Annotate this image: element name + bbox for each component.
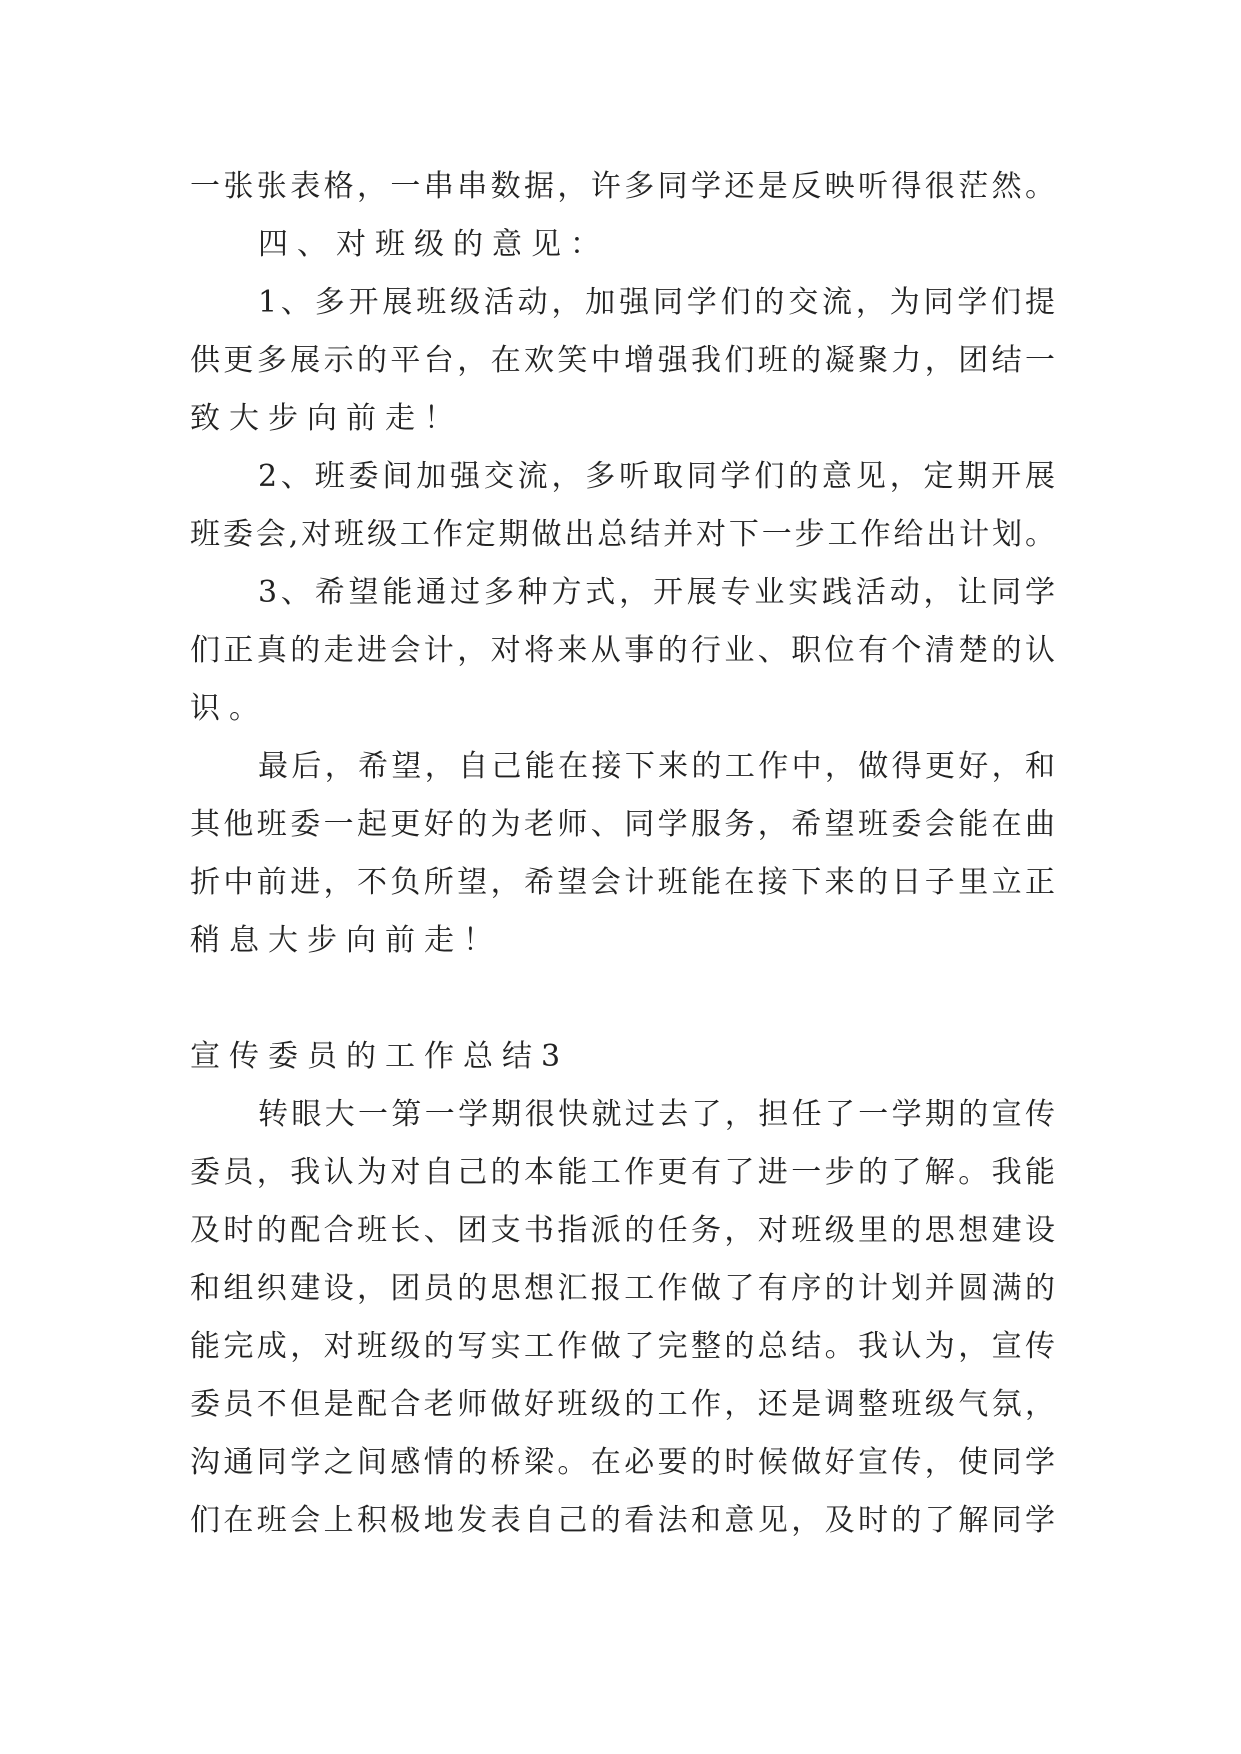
- paragraph-line: 沟通同学之间感情的桥梁。在必要的时候做好宣传，使同学: [190, 1445, 1055, 1480]
- paragraph-line: 们正真的走进会计，对将来从事的行业、职位有个清楚的认: [190, 633, 1055, 668]
- section-title: 宣传委员的工作总结3: [190, 1039, 570, 1074]
- paragraph-line: 供更多展示的平台，在欢笑中增强我们班的凝聚力，团结一: [190, 343, 1055, 378]
- paragraph-line: 致大步向前走！: [190, 401, 463, 436]
- paragraph-line: 委员，我认为对自己的本能工作更有了进一步的了解。我能: [190, 1155, 1055, 1190]
- paragraph-line: 识。: [190, 691, 268, 726]
- paragraph-line: 3、希望能通过多种方式，开展专业实践活动，让同学: [258, 575, 1055, 610]
- paragraph-line: 和组织建设，团员的思想汇报工作做了有序的计划并圆满的: [190, 1271, 1055, 1306]
- paragraph-line: 1、多开展班级活动，加强同学们的交流，为同学们提: [258, 285, 1055, 320]
- paragraph-line: 其他班委一起更好的为老师、同学服务，希望班委会能在曲: [190, 807, 1055, 842]
- paragraph-line: 委员不但是配合老师做好班级的工作，还是调整班级气氛，: [190, 1387, 1055, 1422]
- paragraph-line: 最后，希望，自己能在接下来的工作中，做得更好，和: [258, 749, 1055, 784]
- paragraph-line: 转眼大一第一学期很快就过去了，担任了一学期的宣传: [258, 1097, 1055, 1132]
- paragraph-line: 能完成，对班级的写实工作做了完整的总结。我认为，宣传: [190, 1329, 1055, 1364]
- paragraph-line: 及时的配合班长、团支书指派的任务，对班级里的思想建设: [190, 1213, 1055, 1248]
- paragraph-line: 折中前进，不负所望，希望会计班能在接下来的日子里立正: [190, 865, 1055, 900]
- section-heading-opinions: 四、对班级的意见：: [258, 227, 609, 262]
- paragraph-line: 一张张表格，一串串数据，许多同学还是反映听得很茫然。: [190, 169, 1055, 204]
- paragraph-line: 稍息大步向前走！: [190, 923, 502, 958]
- paragraph-line: 2、班委间加强交流，多听取同学们的意见，定期开展: [258, 459, 1055, 494]
- spacer: [190, 970, 1055, 1028]
- document-body: [190, 158, 1055, 1550]
- paragraph-line: 们在班会上积极地发表自己的看法和意见，及时的了解同学: [190, 1503, 1055, 1538]
- paragraph-line: 班委会,对班级工作定期做出总结并对下一步工作给出计划。: [190, 517, 1055, 552]
